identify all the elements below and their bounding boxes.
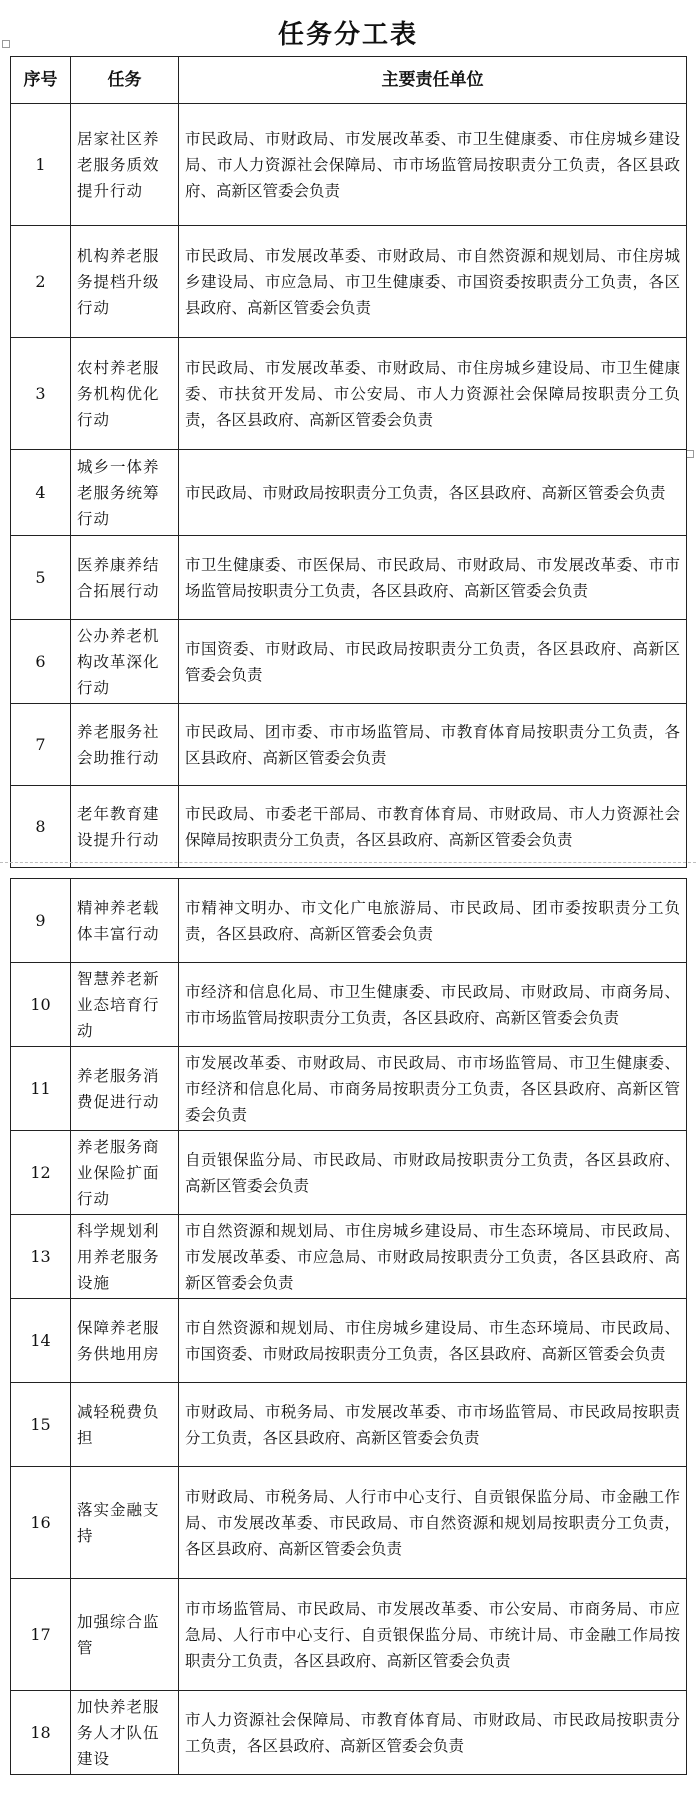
header-task: 任务 (71, 57, 179, 104)
row-task: 农村养老服务机构优化行动 (71, 338, 179, 450)
task-table (10, 56, 687, 868)
table-row (11, 963, 687, 1047)
row-responsible: 市民政局、市财政局按职责分工负责，各区县政府、高新区管委会负责 (179, 450, 687, 536)
row-number: 4 (11, 450, 71, 536)
row-number: 14 (11, 1299, 71, 1383)
header-responsible: 主要责任单位 (179, 57, 687, 104)
row-responsible: 市民政局、市发展改革委、市财政局、市住房城乡建设局、市卫生健康委、市扶贫开发局、市公安局、市人力资源社会保障局按职责分工负责，各区县政府、高新区管委会负责 (179, 338, 687, 450)
row-responsible: 市卫生健康委、市医保局、市民政局、市财政局、市发展改革委、市市场监管局按职责分工负责，各区县政府、高新区管委会负责 (179, 536, 687, 620)
table-row (11, 104, 687, 226)
table-row (11, 1215, 687, 1299)
row-responsible: 市财政局、市税务局、人行市中心支行、自贡银保监分局、市金融工作局、市发展改革委、市民政局、市自然资源和规划局按职责分工负责，各区县政府、高新区管委会负责 (179, 1467, 687, 1579)
row-task: 机构养老服务提档升级行动 (71, 226, 179, 338)
table-row (11, 450, 687, 536)
row-number: 13 (11, 1215, 71, 1299)
row-number: 17 (11, 1579, 71, 1691)
row-number: 8 (11, 786, 71, 868)
task-table-continued (10, 878, 687, 1775)
corner-mark (686, 450, 694, 458)
row-responsible: 市民政局、市委老干部局、市教育体育局、市财政局、市人力资源社会保障局按职责分工负责，各区县政府、高新区管委会负责 (179, 786, 687, 868)
row-task: 养老服务社会助推行动 (71, 704, 179, 786)
row-responsible: 市民政局、团市委、市市场监管局、市教育体育局按职责分工负责，各区县政府、高新区管委会负责 (179, 704, 687, 786)
row-responsible: 自贡银保监分局、市民政局、市财政局按职责分工负责，各区县政府、高新区管委会负责 (179, 1131, 687, 1215)
row-responsible: 市精神文明办、市文化广电旅游局、市民政局、团市委按职责分工负责，各区县政府、高新区管委会负责 (179, 879, 687, 963)
row-number: 10 (11, 963, 71, 1047)
corner-mark (2, 40, 10, 48)
row-task: 落实金融支持 (71, 1467, 179, 1579)
row-task: 公办养老机构改革深化行动 (71, 620, 179, 704)
row-responsible: 市经济和信息化局、市卫生健康委、市民政局、市财政局、市商务局、市市场监管局按职责分工负责，各区县政府、高新区管委会负责 (179, 963, 687, 1047)
row-number: 9 (11, 879, 71, 963)
row-number: 12 (11, 1131, 71, 1215)
row-responsible: 市民政局、市财政局、市发展改革委、市卫生健康委、市住房城乡建设局、市人力资源社会保障局、市市场监管局按职责分工负责，各区县政府、高新区管委会负责 (179, 104, 687, 226)
table-row (11, 620, 687, 704)
table-header-row (11, 57, 687, 104)
row-number: 7 (11, 704, 71, 786)
row-responsible: 市市场监管局、市民政局、市发展改革委、市公安局、市商务局、市应急局、人行市中心支行、自贡银保监分局、市统计局、市金融工作局按职责分工负责，各区县政府、高新区管委会负责 (179, 1579, 687, 1691)
table-row (11, 338, 687, 450)
table-row (11, 1467, 687, 1579)
row-responsible: 市人力资源社会保障局、市教育体育局、市财政局、市民政局按职责分工负责，各区县政府、高新区管委会负责 (179, 1691, 687, 1775)
row-task: 科学规划利用养老服务设施 (71, 1215, 179, 1299)
table-row (11, 1131, 687, 1215)
row-task: 智慧养老新业态培育行动 (71, 963, 179, 1047)
page-break (0, 862, 696, 864)
table-row (11, 1047, 687, 1131)
row-number: 2 (11, 226, 71, 338)
row-task: 加快养老服务人才队伍建设 (71, 1691, 179, 1775)
row-task: 加强综合监管 (71, 1579, 179, 1691)
row-number: 18 (11, 1691, 71, 1775)
row-responsible: 市发展改革委、市财政局、市民政局、市市场监管局、市卫生健康委、市经济和信息化局、市商务局按职责分工负责，各区县政府、高新区管委会负责 (179, 1047, 687, 1131)
row-number: 1 (11, 104, 71, 226)
table-row (11, 1691, 687, 1775)
table-row (11, 226, 687, 338)
row-task: 保障养老服务供地用房 (71, 1299, 179, 1383)
row-number: 15 (11, 1383, 71, 1467)
table-row (11, 1299, 687, 1383)
header-index: 序号 (11, 57, 71, 104)
row-task: 精神养老载体丰富行动 (71, 879, 179, 963)
table-row (11, 786, 687, 868)
row-responsible: 市财政局、市税务局、市发展改革委、市市场监管局、市民政局按职责分工负责，各区县政府、高新区管委会负责 (179, 1383, 687, 1467)
table-row (11, 879, 687, 963)
row-number: 11 (11, 1047, 71, 1131)
row-responsible: 市民政局、市发展改革委、市财政局、市自然资源和规划局、市住房城乡建设局、市应急局、市卫生健康委、市国资委按职责分工负责，各区县政府、高新区管委会负责 (179, 226, 687, 338)
page-title: 任务分工表 (277, 20, 418, 50)
row-number: 5 (11, 536, 71, 620)
table-row (11, 704, 687, 786)
row-task: 减轻税费负担 (71, 1383, 179, 1467)
table-row (11, 536, 687, 620)
row-task: 养老服务商业保险扩面行动 (71, 1131, 179, 1215)
row-responsible: 市自然资源和规划局、市住房城乡建设局、市生态环境局、市民政局、市发展改革委、市应急局、市财政局按职责分工负责，各区县政府、高新区管委会负责 (179, 1215, 687, 1299)
row-task: 养老服务消费促进行动 (71, 1047, 179, 1131)
row-number: 6 (11, 620, 71, 704)
row-number: 16 (11, 1467, 71, 1579)
row-task: 医养康养结合拓展行动 (71, 536, 179, 620)
row-task: 城乡一体养老服务统筹行动 (71, 450, 179, 536)
row-responsible: 市国资委、市财政局、市民政局按职责分工负责，各区县政府、高新区管委会负责 (179, 620, 687, 704)
table-row (11, 1579, 687, 1691)
row-task: 居家社区养老服务质效提升行动 (71, 104, 179, 226)
table-row (11, 1383, 687, 1467)
row-responsible: 市自然资源和规划局、市住房城乡建设局、市生态环境局、市民政局、市国资委、市财政局按职责分工负责，各区县政府、高新区管委会负责 (179, 1299, 687, 1383)
row-task: 老年教育建设提升行动 (71, 786, 179, 868)
row-number: 3 (11, 338, 71, 450)
